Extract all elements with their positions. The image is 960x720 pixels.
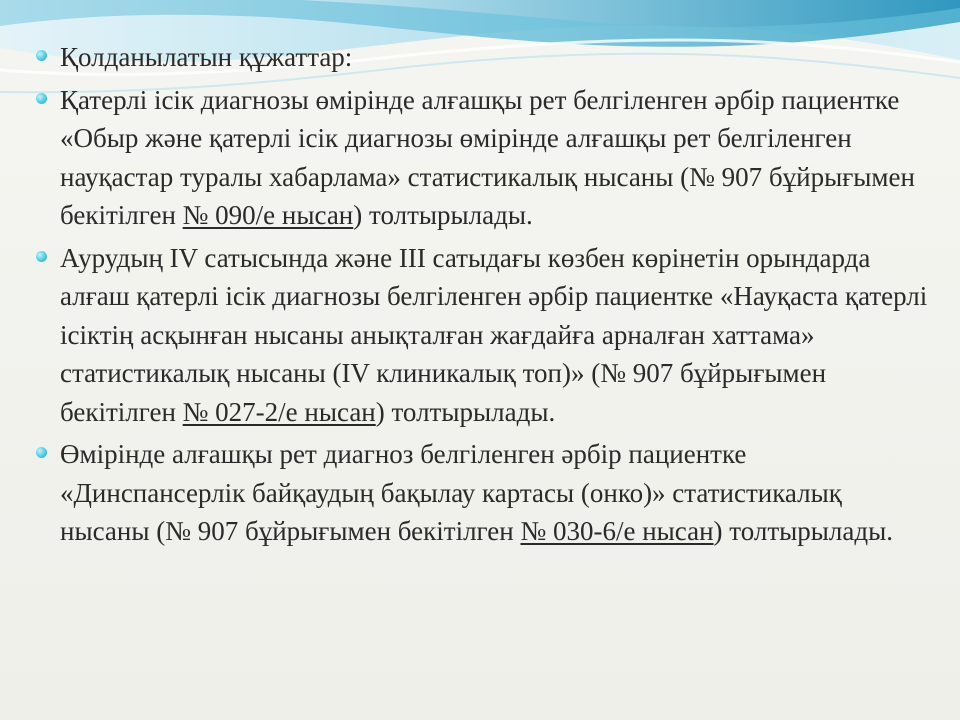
sphere-bullet-icon bbox=[36, 251, 47, 262]
item-text: Қатерлі ісік диагнозы өмірінде алғашқы рет белгіленген әрбір пациентке «Обыр және қатерлі ісік диагнозы өмірінде алғашқы рет белгіленген науқастар туралы хабарлама» статистикалық нысаны (№ 907 бұйрығымен бекітілген bbox=[60, 84, 915, 230]
item-text-end: ) толтырылады. bbox=[713, 516, 893, 546]
list-item-form-027 bbox=[36, 239, 936, 432]
sphere-bullet-icon bbox=[36, 50, 47, 61]
item-text: Аурудың IV сатысында және III сатыдағы көзбен көрінетін орындарда алғаш қатерлі ісік диагнозы белгіленген әрбір пациентке «Науқаста қатерлі ісіктің асқынған нысаны анықталған жағдайға арналған хаттама» статистикалық нысаны (IV клиникалық топ)» (№ 907 бұйрығымен бекітілген bbox=[60, 242, 928, 427]
list-item-form-090 bbox=[36, 81, 936, 235]
list-item-documents-heading bbox=[36, 38, 936, 77]
item-text-end: ) толтырылады. bbox=[375, 396, 556, 427]
item-text-end: ) толтырылады. bbox=[353, 200, 533, 230]
form-link[interactable]: № 090/е нысан bbox=[182, 200, 354, 230]
list-item-form-030 bbox=[36, 435, 936, 551]
form-link[interactable]: № 030-6/е нысан bbox=[520, 516, 714, 546]
form-link[interactable]: № 027-2/е нысан bbox=[182, 396, 376, 427]
item-text: Қолданылатын құжаттар: bbox=[60, 42, 353, 72]
sphere-bullet-icon bbox=[36, 93, 47, 104]
sphere-bullet-icon bbox=[36, 447, 47, 458]
bullet-list bbox=[36, 38, 936, 555]
item-text: Өмірінде алғашқы рет диагноз белгіленген әрбір пациентке «Динспансерлік байқаудың бақылау картасы (онко)» статистикалық нысаны (№ 907 бұйрығымен бекітілген bbox=[60, 439, 842, 546]
